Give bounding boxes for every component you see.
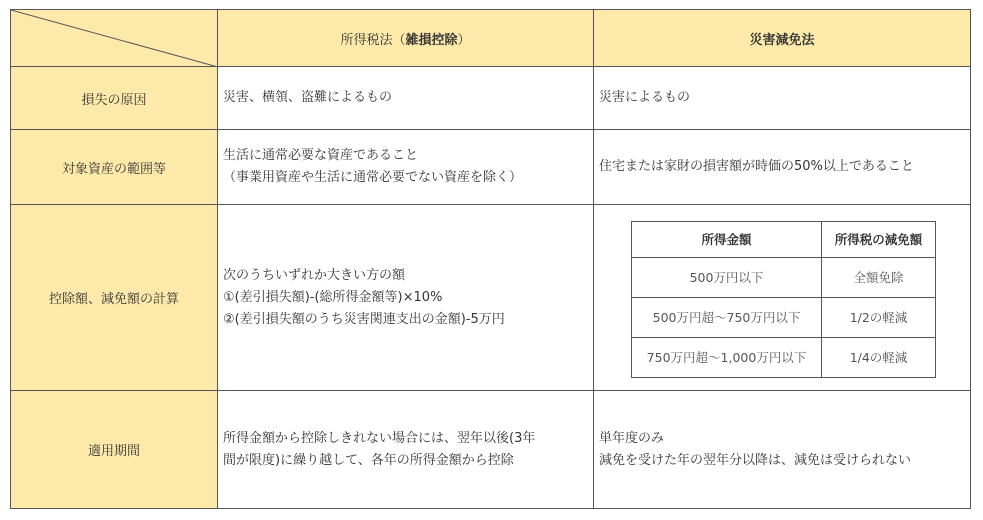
period-disaster [594,391,971,509]
cell-text: 災害、横領、盗難によるもの [223,90,393,105]
header-col1-suffix: ） [457,32,471,48]
table-row [632,297,936,337]
header-row [11,10,971,67]
calculation-disaster [594,205,971,391]
row-label-calculation: 控除額、減免額の計算 [11,205,218,391]
table-row [632,337,936,377]
reduction-header-income: 所得金額 [632,221,822,257]
table-row [11,205,971,391]
table-cell: 全額免除 [822,257,936,297]
table-row [11,67,971,130]
cause-disaster [594,67,971,130]
table-cell: 750万円超～1,000万円以下 [632,337,822,377]
table-row [632,257,936,297]
table-cell: 1/4の軽減 [822,337,936,377]
cell-text: 次のうちいずれか大きい方の額 [223,267,406,283]
cell-text: （事業用資産や生活に通常必要でない資産を除く） [223,170,523,185]
calculation-income-tax [218,205,594,391]
cell-text: 生活に通常必要な資産であること [223,148,419,163]
reduction-table [631,221,936,378]
scope-income-tax [218,130,594,205]
income-tax-law-header [218,10,594,67]
comparison-table [10,9,971,509]
cause-income-tax [218,67,594,130]
reduction-table-header [632,221,936,257]
row-label-cause: 損失の原因 [11,67,218,130]
row-label-scope: 対象資産の範囲等 [11,130,218,205]
disaster-reduction-law-header [594,10,971,67]
table-cell: 500万円以下 [632,257,822,297]
table-cell: 500万円超～750万円以下 [632,297,822,337]
scope-disaster [594,130,971,205]
reduction-header-amount: 所得税の減免額 [822,221,936,257]
cell-text: 単年度のみ [599,430,665,446]
cell-text: 間が限度)に繰り越して、各年の所得金額から控除 [223,452,514,468]
table-cell: 1/2の軽減 [822,297,936,337]
header-col2: 災害減免法 [749,32,815,48]
reduction-table-wrap [594,206,970,390]
cell-text: 災害によるもの [599,90,691,105]
cell-text: 所得金額から控除しきれない場合には、翌年以後(3年 [223,430,536,446]
cell-text: 住宅または家財の損害額が時価の50%以上であること [599,159,914,174]
cell-text: 減免を受けた年の翌年分以降は、減免は受けられない [599,452,912,468]
cell-text: ②(差引損失額のうち災害関連支出の金額)-5万円 [223,311,505,327]
header-col1-prefix: 所得税法（ [340,32,406,48]
cell-text: ①(差引損失額)-(総所得金額等)×10% [223,289,443,305]
diagonal-divider [11,10,218,67]
period-income-tax [218,391,594,509]
corner-cell [11,10,218,67]
table-row [11,391,971,509]
row-label-period: 適用期間 [11,391,218,509]
header-col1-bold: 雑損控除 [405,32,458,48]
table-row [11,130,971,205]
